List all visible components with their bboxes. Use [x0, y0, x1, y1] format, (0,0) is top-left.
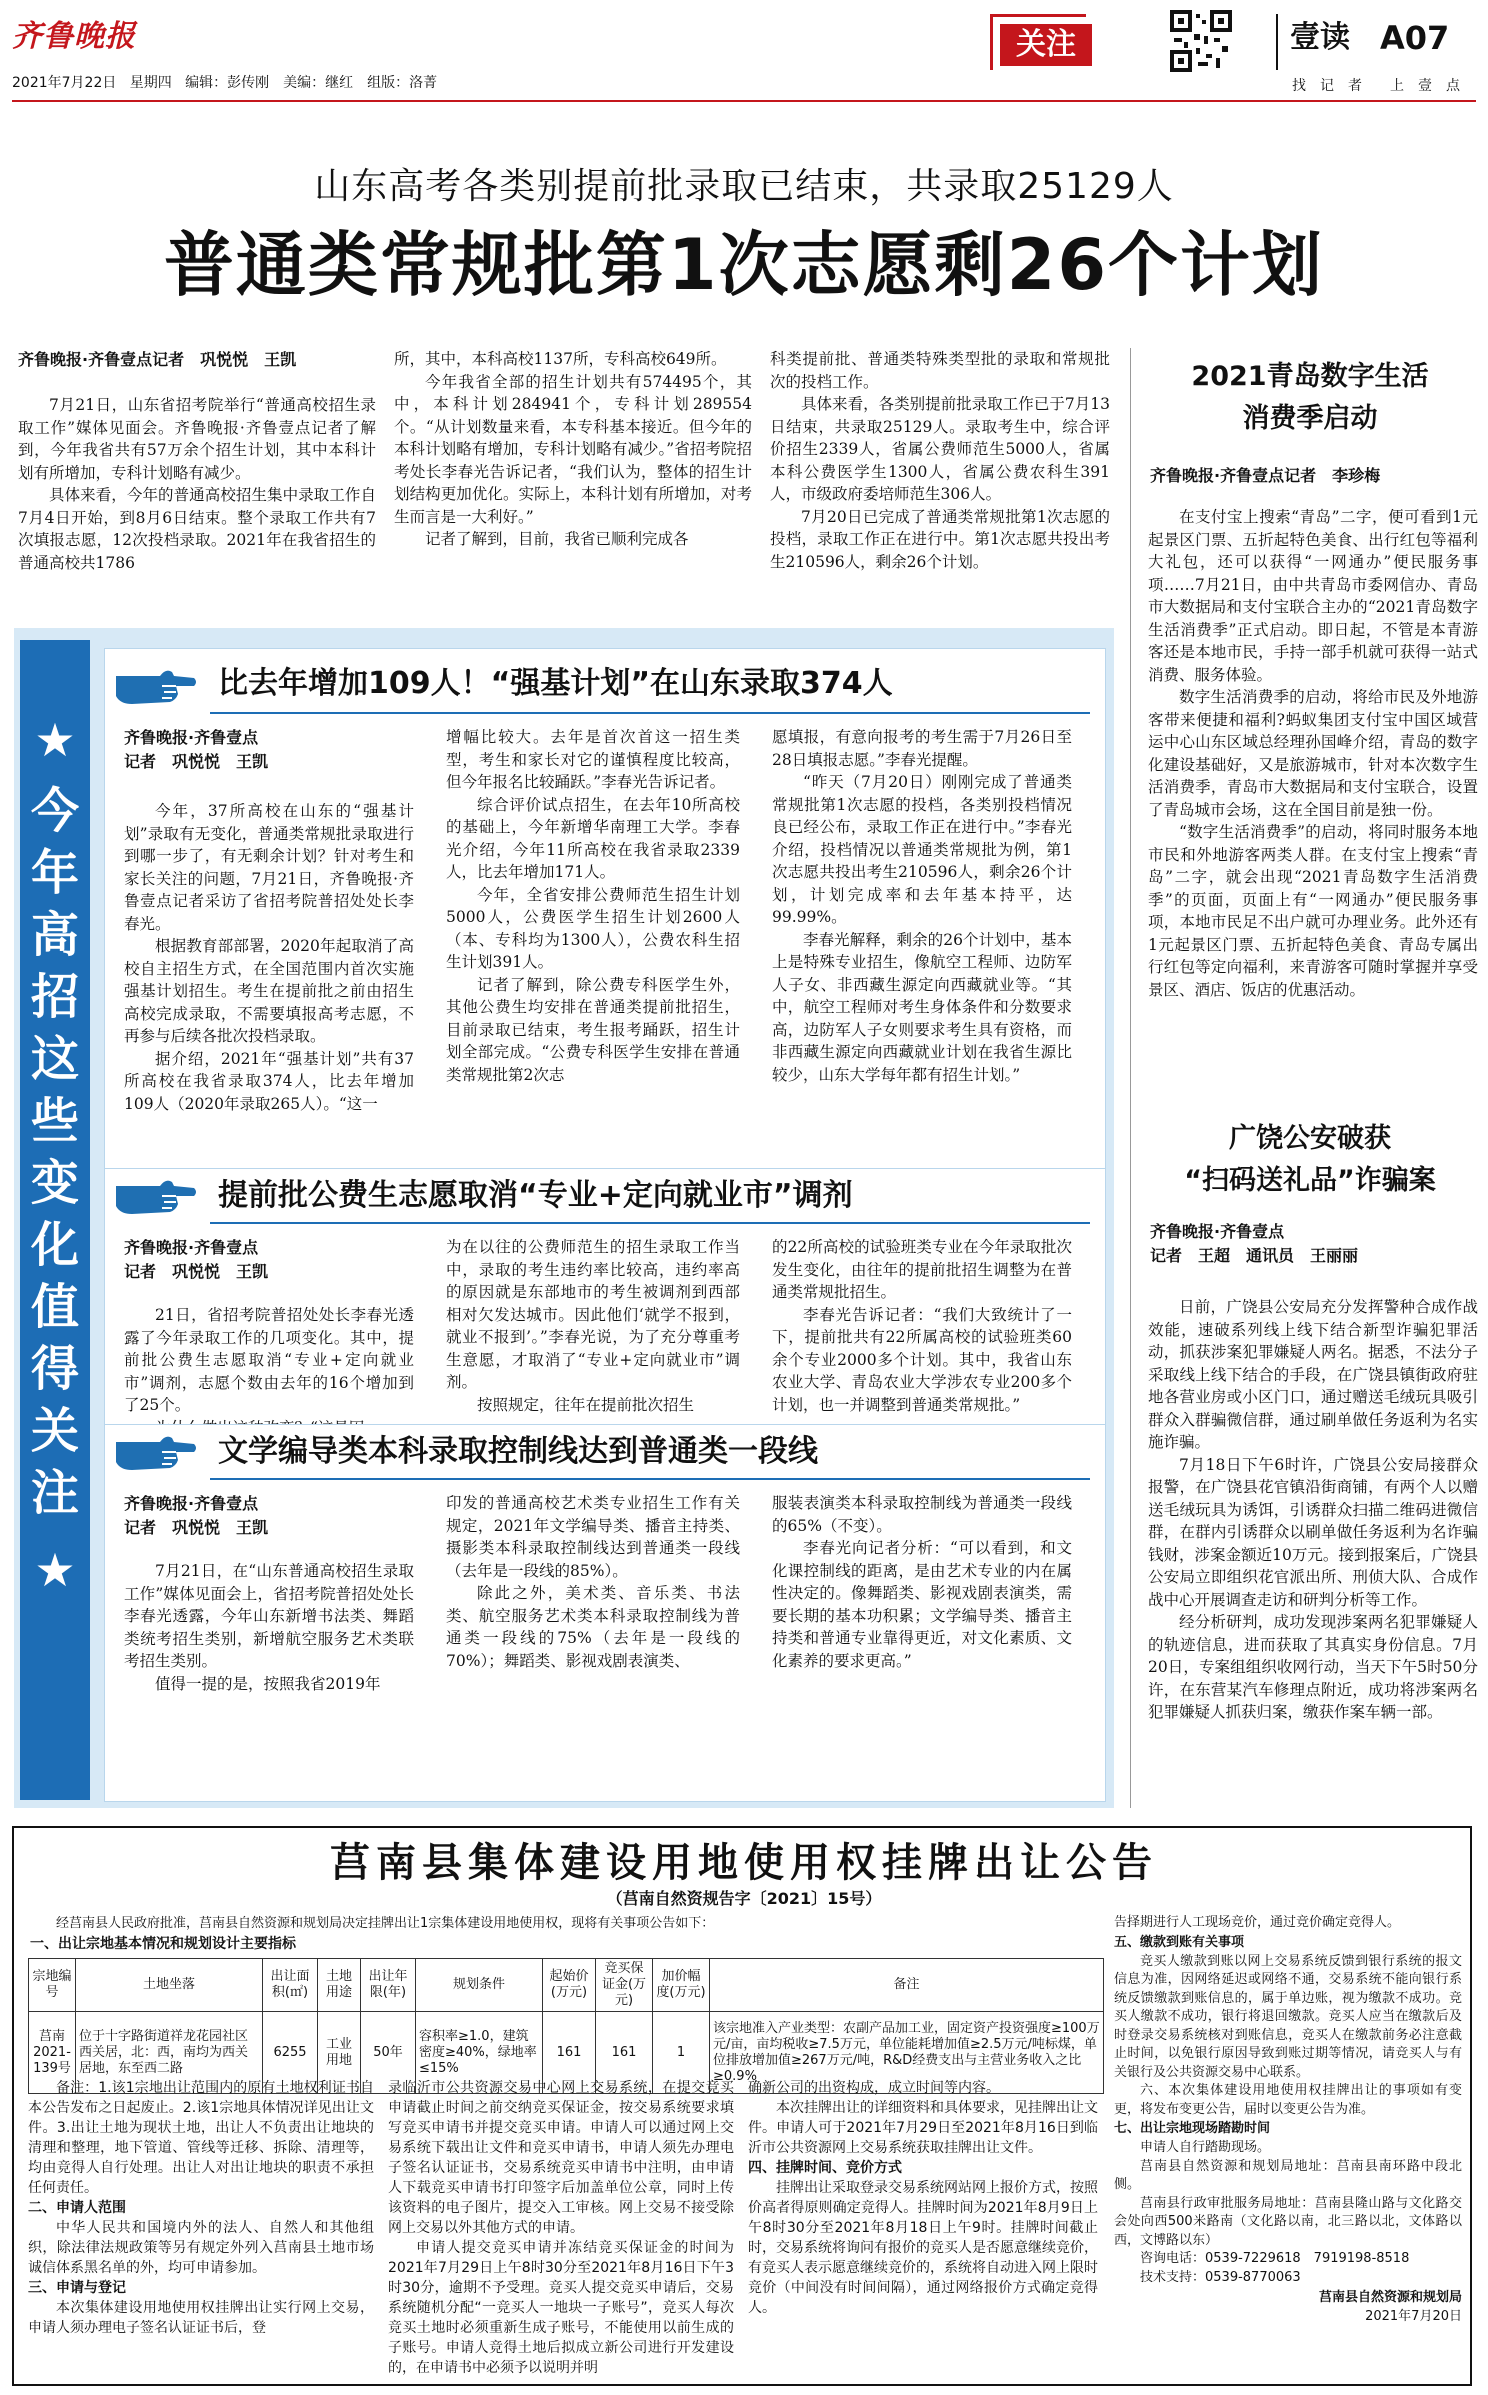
section-badge-label: 关注 [1016, 27, 1076, 62]
right1-byline: 齐鲁晚报·齐鲁壹点记者 李珍梅 [1150, 466, 1381, 485]
logo-text: 齐鲁晚报 [12, 19, 136, 54]
sub1-col2-p3: 今年，全省安排公费师范生招生计划5000人，公费医学生招生计划2600人（本、专科均为1300人），公费农科生招生计划391人。 [446, 885, 740, 971]
sub2-byline [124, 1236, 424, 1284]
notice-col4-p5: 莒南县自然资源和规划局地址：莒南县南环路中段北侧。 [1114, 2158, 1462, 2192]
issue-date: 2021年7月22日 [12, 75, 117, 91]
lead-col1 [18, 394, 376, 574]
notice-col4-h5: 五、缴款到账有关事项 [1114, 1934, 1245, 1950]
lead-col3-p2: 具体来看，各类别提前批录取工作已于7月13日结束，共录取25129人。录取考生中，综合评价招生2339人，省属公费师范生5000人，省属本科公费医学生1300人，省属公费农科生391人，市级政府委培师范生306人。 [770, 395, 1110, 503]
sub1-col3-p2: “昨天（7月20日）刚刚完成了普通类常规批第1次志愿的投档，各类别投档情况良已经公布，录取工作正在进行中。”李春光介绍，投档情况以普通类常规批为例，第1次志愿共投出考生210596人，剩余26个计划，计划完成率和去年基本持平，达99.99%。 [772, 773, 1072, 926]
notice-signature: 莒南县自然资源和规划局 [1318, 2290, 1462, 2305]
right2-title-line2: “扫码送礼品”诈骗案 [1184, 1165, 1436, 1196]
issue-weekday: 星期四 [129, 75, 172, 91]
sub2-col2-p2: 按照规定，往年在提前批次招生 [477, 1395, 695, 1414]
notice-col1-p3: 本次集体建设用地使用权挂牌出让实行网上交易，申请人须办理电子签名认证证书后，登 [28, 2300, 374, 2336]
notice-col1 [28, 2078, 374, 2338]
notice-col3-h4: 四、挂牌时间、竞价方式 [748, 2160, 902, 2176]
th-increment: 加价幅度(万元) [653, 1959, 710, 2012]
sub3-col3-p1: 服装表演类本科录取控制线为普通类一段线的65%（不变）。 [772, 1494, 1072, 1535]
sub1-col3-p3: 李春光解释，剩余的26个计划中，基本上是特殊专业招生，像航空工程师、边防军人子女、非西藏生源定向西藏就业等。“其中，航空工程师对考生身体条件和分数要求高，边防军人子女则要求考生具有资格，而非西藏生源定向西藏就业计划在我省生源比较少，山东大学每年都有招生计划。” [772, 930, 1072, 1084]
sub3-col1-p1: 7月21日，在“山东普通高校招生录取工作”媒体见面会上，省招考院普招处处长李春光透露，今年山东新增书法类、舞蹈类统考招生类别，新增航空服务艺术类联考招生类别。 [124, 1562, 414, 1670]
th-parcel-no: 宗地编号 [29, 1959, 76, 2012]
sub2-byline-1: 齐鲁晚报·齐鲁壹点 [124, 1238, 259, 1257]
lead-col3-p1: 科类提前批、普通类特殊类型批的录取和常规批次的投档工作。 [770, 350, 1110, 391]
sub1-title: 比去年增加109人！“强基计划”在山东录取374人 [218, 666, 893, 701]
cell-start-price: 161 [543, 2012, 596, 2094]
banner-star-top-icon: ★ [34, 713, 76, 767]
cell-area: 6255 [263, 2012, 318, 2094]
lead-col2 [394, 348, 752, 551]
sub2-title: 提前批公费生志愿取消“专业+定向就业市”调剂 [218, 1178, 853, 1213]
sub3-col3 [772, 1492, 1072, 1672]
notice-col1-h2: 二、申请人范围 [28, 2200, 126, 2216]
notice-col3-p1: 确新公司的出资构成，成立时间等内容。 [748, 2080, 1000, 2096]
lead-headline: 普通类常规批第1次志愿剩26个计划 [163, 224, 1325, 306]
notice-col3 [748, 2078, 1098, 2318]
right2-byline [1150, 1220, 1480, 1268]
sub1-col1-p3: 据介绍，2021年“强基计划”共有37所高校在我省录取374人，比去年增加109人（2020年录取265人）。“这一 [124, 1049, 414, 1113]
cell-remarks: 该宗地准入产业类型：农副产品加工业，固定资产投资强度≥100万元/亩，亩均税收≥7.5万元，单位能耗增加值≥2.5万元/吨标煤，单位排放增加值≥267万元/吨，R&D经费支出与主营业务收入之比≥0.9% [710, 2012, 1104, 2094]
lead-kicker: 山东高考各类别提前批录取已结束，共录取25129人 [314, 166, 1174, 207]
notice-col2 [388, 2078, 734, 2378]
notice-col3-p2: 本次挂牌出让的详细资料和具体要求，见挂牌出让文件。申请人可于2021年7月29日至2021年8月16日到临沂市公共资源网上交易系统获取挂牌出让文件。 [748, 2100, 1098, 2156]
banner-star-bottom-icon: ★ [34, 1543, 76, 1597]
pointing-hand-icon [112, 1428, 198, 1474]
notice-intro: 经莒南县人民政府批准，莒南县自然资源和规划局决定挂牌出让1宗集体建设用地使用权，现将有关事项公告如下： [56, 1916, 715, 1931]
lead-col2-p3: 记者了解到，目前，我省已顺利完成各 [425, 530, 689, 548]
notice-col4-h7: 七、出让宗地现场踏勘时间 [1114, 2121, 1271, 2136]
notice-subtitle: （莒南自然资规告字〔2021〕15号） [606, 1889, 882, 1908]
notice-col4 [1114, 1914, 1462, 2326]
cell-parcel-no: 莒南2021-139号 [29, 2012, 76, 2094]
right2-p1: 日前，广饶县公安局充分发挥警种合成作战效能，速破系列线上线下结合新型诈骗犯罪活动，抓获涉案犯罪嫌疑人两名。据悉，不法分子采取线上线下结合的手段，在广饶县镇街政府驻地各营业房或小区门口，通过赠送毛绒玩具吸引群众入群骗微信群，通过刷单做任务返利为名实施诈骗。 [1148, 1298, 1478, 1451]
notice-col2-p2: 申请人提交竞买申请并冻结竞买保证金的时间为2021年7月29日上午8时30分至2021年8月16日下午3时30分，逾期不予受理。竞买人提交竞买申请后，交易系统随机分配“一竞买人一地块一子账号”，竞买人每次竞买土地时必须重新生成子账号，不能使用以前生成的子账号。申请人竞得土地后拟成立新公司进行开发建设的，在申请书中必须予以说明并明 [388, 2240, 734, 2376]
notice-col4-p2: 竞买人缴款到账以网上交易系统反馈到银行系统的报文信息为准，因网络延迟或网络不通，交易系统不能向银行系统反馈缴款到账信息的，属于单边账，视为缴款不成功。竞买人缴款不成功，银行将退回缴款。竞买人应当在缴款后及时登录交易系统核对到账信息，竞买人在缴款前务必注意截止时间，以免银行原因导致到账过期等情况，请竞买人与有关银行及公共资源交易中心联系。 [1114, 1953, 1462, 2080]
sub1-col3 [772, 726, 1072, 1086]
sub3-col2 [446, 1492, 740, 1672]
banner-text: 今年高招这些变化值得关注 [30, 783, 79, 1521]
sub1-byline-1: 齐鲁晚报·齐鲁壹点 [124, 728, 259, 747]
right1-p3: “数字生活消费季”的启动，将同时服务本地市民和外地游客两类人群。在支付宝上搜索“青岛”二字，就会出现“2021青岛数字生活消费季”的页面，页面上有“一网通办”便民服务事项，本地市民足不出户就可办理业务。此外还有1元起景区门票、五折起特色美食、青岛专属出行红包等定向福利，来青游客可随时掌握并享受景区、酒店、饭店的优惠活动。 [1148, 823, 1478, 999]
notice-sec1: 一、出让宗地基本情况和规划设计主要指标 [30, 1936, 296, 1952]
sub2-col1 [124, 1304, 414, 1439]
th-planning: 规划条件 [416, 1959, 543, 2012]
lead-col3 [770, 348, 1110, 573]
th-remarks: 备注 [710, 1959, 1104, 2012]
notice-col4-phone: 咨询电话：0539-7229618 7919198-8518 [1140, 2251, 1410, 2266]
sub2-col3-p2: 李春光告诉记者：“我们大致统计了一下，提前批共有22所属高校的试验班类60余个专业2000多个计划。其中，我省山东农业大学、青岛农业大学涉农专业200多个计划，也一并调整到普通类常规批。” [772, 1305, 1072, 1414]
notice-col1-p2: 中华人民共和国境内外的法人、自然人和其他组织，除法律法规政策等另有规定外列入莒南县土地市场诚信体系黑名单的外，均可申请参加。 [28, 2220, 374, 2276]
notice-sign-date: 2021年7月20日 [1365, 2308, 1462, 2324]
cell-use: 工业用地 [318, 2012, 361, 2094]
notice-col3-p3: 挂牌出让采取登录交易系统网站网上报价方式，按照价高者得原则确定竞得人。挂牌时间为2021年8月9日上午8时30分至2021年8月18日上午9时。挂牌时间截止时，交易系统将询问有报价的竞买人是否愿意继续竞价，有竞买人表示愿意继续竞价的，系统将自动进入网上限时竞价（中间没有时间间隔），通过网络报价方式确定竞得人。 [748, 2180, 1098, 2316]
notice-col4-p1: 告择期进行人工现场竞价，通过竞价确定竞得人。 [1114, 1915, 1401, 1930]
header-slogan: 找 记 者 上 壹 点 [1292, 78, 1460, 94]
sub2-title-rule [210, 1222, 1090, 1224]
cell-deposit: 161 [596, 2012, 653, 2094]
notice-title: 莒南县集体建设用地使用权挂牌出让公告 [330, 1840, 1158, 1886]
sub2-col1-p1: 21日，省招考院普招处处长李春光透露了今年录取工作的几项变化。其中，提前批公费生志愿取消“专业+定向就业市”调剂，志愿个数由去年的16个增加到了25个。 [124, 1306, 414, 1414]
qr-code-icon [1170, 10, 1232, 72]
th-area: 出让面积(㎡) [263, 1959, 318, 2012]
th-location: 土地坐落 [76, 1959, 263, 2012]
notice-col1-p1: 备注：1.该1宗地出让范围内的原有土地权利证书自本公告发布之日起废止。2.该1宗地具体情况详见出让文件。3.出让土地为现状土地，出让人不负责出让地块的清理和整理，地下管道、管线等迁移、拆除、清理等，均由竞得人自行处理。出让人对出让地块的职责不承担任何责任。 [28, 2080, 374, 2196]
right2-byline-1: 齐鲁晚报·齐鲁壹点 [1150, 1222, 1285, 1241]
right1-title-line1: 2021青岛数字生活 [1191, 361, 1429, 392]
sub3-byline [124, 1492, 424, 1540]
notice-table-header [29, 1959, 1104, 2012]
th-start-price: 起始价(万元) [543, 1959, 596, 2012]
section-name: 壹读 [1290, 20, 1350, 55]
notice-col4-tech: 技术支持：0539-8770063 [1140, 2269, 1301, 2285]
sub3-byline-1: 齐鲁晚报·齐鲁壹点 [124, 1494, 259, 1513]
side-banner [20, 640, 90, 1800]
page-number: A07 [1380, 19, 1450, 57]
header-rule [12, 100, 1476, 102]
sub3-col2-p1: 印发的普通高校艺术类专业招生工作有关规定，2021年文学编导类、播音主持类、摄影类本科录取控制线达到普通类一段线（去年是一段线的85%）。 [446, 1494, 740, 1580]
lead-byline: 齐鲁晚报·齐鲁壹点记者 巩悦悦 王凯 [18, 350, 297, 369]
right2-title-line1: 广饶公安破获 [1229, 1123, 1391, 1154]
sub2-col3 [772, 1236, 1072, 1416]
th-use: 土地用途 [318, 1959, 361, 2012]
pointing-hand-icon [112, 662, 198, 708]
sub3-title: 文学编导类本科录取控制线达到普通类一段线 [218, 1434, 818, 1469]
sub2-col3-p1: 的22所高校的试验班类专业在今年录取批次发生变化，由往年的提前批招生调整为在普通类常规批招生。 [772, 1238, 1072, 1301]
sub3-col3-p2: 李春光向记者分析：“可以看到，和文化课控制线的距离，是由艺术专业的内在属性决定的。像舞蹈类、影视戏剧表演类，需要长期的基本功积累；文学编导类、播音主持类和普通专业靠得更近，对文化素质、文化素养的要求更高。” [772, 1539, 1072, 1670]
right2-body [1148, 1296, 1478, 1724]
page-editors: 编辑：彭传刚 美编：继红 组版：洛菁 [185, 75, 438, 91]
notice-col4-p6: 莒南县行政审批服务局地址：莒南县隆山路与文化路交会处向西500米路南（文化路以南，北三路以北，文体路以西，文博路以东） [1114, 2195, 1462, 2248]
lead-col2-p2: 今年我省全部的招生计划共有574495个，其中，本科计划284941个，专科计划289554个。“从计划数量来看，本专科基本接近。但今年的本科计划略有增加，专科计划略有减少。”省招考院招考处长李春光告诉记者，“我们认为，整体的招生计划结构更加优化。实际上，本科计划有所增加，对考生而言是一大利好。” [394, 372, 752, 526]
right1-p1: 在支付宝上搜索“青岛”二字，便可看到1元起景区门票、五折起特色美食、出行红包等福利大礼包，还可以获得“一网通办”便民服务事项……7月21日，由中共青岛市委网信办、青岛市大数据局和支付宝联合主办的“2021青岛数字生活消费季”正式启动。即日起，不管是本青游客还是本地市民，手持一部手机就可获得一站式消费、服务体验。 [1148, 508, 1478, 684]
sub1-title-rule [210, 712, 1090, 714]
sub3-col1-p2: 值得一提的是，按照我省2019年 [155, 1674, 381, 1693]
lead-col1-p1: 7月21日，山东省招考院举行“普通高校招生录取工作”媒体见面会。齐鲁晚报·齐鲁壹点记者了解到，今年我省共有57万余个招生计划，其中本科计划有所增加，专科计划略有减少。 [18, 396, 376, 482]
th-term: 出让年限(年) [361, 1959, 416, 2012]
sub3-byline-2: 记者 巩悦悦 王凯 [124, 1518, 269, 1537]
cell-term: 50年 [361, 2012, 416, 2094]
right2-p3: 经分析研判，成功发现涉案两名犯罪嫌疑人的轨迹信息，进而获取了其真实身份信息。7月20日，专案组组织收网行动，当天下午5时50分许，在东营某汽车修理点附近，成功将涉案两名犯罪嫌疑人抓获归案，缴获作案车辆一部。 [1148, 1613, 1478, 1721]
pointing-hand-icon [112, 1172, 198, 1218]
right2-byline-2: 记者 王超 通讯员 王丽丽 [1150, 1246, 1359, 1265]
sub1-col2 [446, 726, 740, 1086]
notice-col4-p4: 申请人自行踏勘现场。 [1140, 2140, 1271, 2155]
sub2-col2-p1: 为在以往的公费师范生的招生录取工作当中，录取的考生违约率比较高，违约率高的原因就是东部地市的考生被调剂到西部相对欠发达城市。因此他们‘就学不报到，就业不报到’。”李春光说，为了充分尊重考生意愿，才取消了“专业+定向就业市”调剂。 [446, 1238, 740, 1391]
lead-col3-p3: 7月20日已完成了普通类常规批第1次志愿的投档，录取工作正在进行中。第1次志愿共投出考生210596人，剩余26个计划。 [770, 507, 1110, 571]
right1-p2: 数字生活消费季的启动，将给市民及外地游客带来便捷和福利?蚂蚁集团支付宝中国区域营运中心山东区域总经理孙国峰介绍，青岛的数字化建设基础好，又是旅游城市，针对本次数字生活消费季，青岛市大数据局和支付宝联合，设置了青岛城市会场，这在全国目前是独一份。 [1148, 688, 1478, 819]
sub1-byline-2: 记者 巩悦悦 王凯 [124, 752, 269, 771]
sub3-col1 [124, 1560, 414, 1695]
sub1-col3-p1: 愿填报，有意向报考的考生需于7月26日至28日填报志愿。”李春光提醒。 [772, 728, 1072, 769]
cell-planning: 容积率≥1.0，建筑密度≥40%，绿地率≤15% [416, 2012, 543, 2094]
sub1-col1-p1: 今年，37所高校在山东的“强基计划”录取有无变化，普通类常规批录取进行到哪一步了，有无剩余计划？针对考生和家长关注的问题，7月21日，齐鲁晚报·齐鲁壹点记者采访了省招考院普招处处长李春光。 [124, 802, 414, 933]
sub2-byline-2: 记者 巩悦悦 王凯 [124, 1262, 269, 1281]
right1-body [1148, 506, 1478, 1001]
sub2-col2 [446, 1236, 740, 1416]
notice-table [28, 1958, 1104, 2094]
right2-title [1140, 1118, 1480, 1202]
lead-col2-p1: 所，其中，本科高校1137所，专科高校649所。 [394, 350, 727, 368]
issue-date-line [12, 72, 652, 94]
sub3-title-rule [210, 1478, 1090, 1480]
right2-p2: 7月18日下午6时许，广饶县公安局接群众报警，在广饶县花官镇沿街商铺，有两个人以赠送毛绒玩具为诱饵，引诱群众扫描二维码进微信群，在群内引诱群众以刷单做任务返利为名诈骗钱财，涉案金额近10万元。接到报案后，广饶县公安局立即组织花官派出所、刑侦大队、合成作战中心开展调查走访和研判分析等工作。 [1148, 1455, 1478, 1609]
header-divider [1276, 14, 1278, 70]
cell-increment: 1 [653, 2012, 710, 2094]
sub1-col2-p4: 记者了解到，除公费专科医学生外，其他公费生均安排在普通类提前批招生，目前录取已结束，考生报考踊跃，招生计划全部完成。“公费专科医学生安排在普通类常规批第2次志 [446, 975, 740, 1084]
notice-col4-p3: 六、本次集体建设用地使用权挂牌出让的事项如有变更，将发布变更公告，届时以变更公告为准。 [1114, 2083, 1462, 2117]
sub1-col1 [124, 800, 414, 1115]
sub1-col2-p2: 综合评价试点招生，在去年10所高校的基础上，今年新增华南理工大学。李春光介绍，今年11所高校在我省录取2339人，比去年增加171人。 [446, 795, 740, 881]
cell-location: 位于十字路街道祥龙花园社区西关居，北：西，南均为西关居地，东至西二路 [76, 2012, 263, 2094]
sub1-col2-p1: 增幅比较大。去年是首次首这一招生类型，考生和家长对它的谨慎程度比较高，但今年报名比较踊跃。”李春光告诉记者。 [446, 728, 740, 791]
th-deposit: 竞买保证金(万元) [596, 1959, 653, 2012]
notice-col1-h3: 三、申请与登记 [28, 2280, 126, 2296]
right-column-rule [1130, 348, 1131, 1808]
section-badge-fill [1000, 24, 1092, 66]
sub1-byline [124, 726, 424, 774]
masthead-logo [12, 12, 142, 62]
right1-title [1140, 356, 1480, 440]
right1-title-line2: 消费季启动 [1242, 403, 1378, 434]
notice-col2-p1: 录临沂市公共资源交易中心网上交易系统，在提交竞买申请截止时间之前交纳竞买保证金，按交易系统要求填写竞买申请书并提交竞买申请。申请人可以通过网上交易系统下载出让文件和竞买申请书，申请人须先办理电子签名认证证书，交易系统竞买申请书中注明，由申请人下载竞买申请书打印签字后加盖单位公章，同时上传该资料的电子图片，提交入工审核。网上交易不接受除网上交易以外其他方式的申请。 [388, 2080, 734, 2236]
sub3-col2-p2: 除此之外，美术类、音乐类、书法类、航空服务艺术类本科录取控制线为普通类一段线的75%（去年是一段线的70%）；舞蹈类、影视戏剧表演类、 [446, 1584, 740, 1670]
lead-col1-p2: 具体来看，今年的普通高校招生集中录取工作自7月4日开始，到8月6日结束。整个录取工作共有7次填报志愿，12次投档录取。2021年在我省招生的普通高校共1786 [18, 486, 376, 572]
sub1-col1-p2: 根据教育部部署，2020年起取消了高校自主招生方式，在全国范围内首次实施强基计划招生。考生在提前批之前由招生高校完成录取，不需要填报高考志愿，不再参与后续各批次投档录取。 [124, 937, 414, 1045]
